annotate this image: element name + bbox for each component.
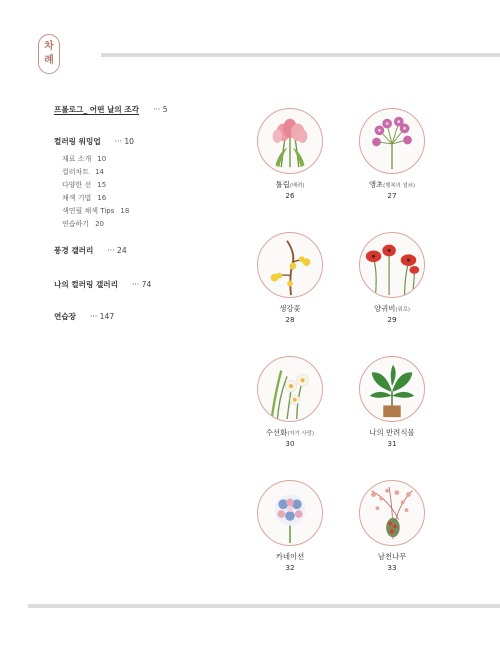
flower-page: 31 <box>387 439 397 448</box>
flower-page: 33 <box>387 563 397 572</box>
toc-subitem-page: 20 <box>95 220 104 228</box>
narcissus-illustration <box>257 356 323 422</box>
flower-primrose[interactable] <box>342 108 442 201</box>
flower-page: 27 <box>387 191 397 200</box>
flower-name: 카네이션 <box>275 552 305 561</box>
toc-subitem[interactable] <box>62 179 234 192</box>
toc-subitem-page: 10 <box>97 155 107 163</box>
toc-subitem-page: 16 <box>97 194 107 202</box>
flower-name: 수선화(자기 사랑) <box>265 428 315 437</box>
toc-warmup-page: ··· 10 <box>115 137 134 146</box>
spicebush-illustration <box>257 232 323 298</box>
top-divider <box>101 53 500 57</box>
toc-practice[interactable] <box>54 311 234 323</box>
toc-subitem-page: 14 <box>95 168 104 176</box>
flower-page: 32 <box>285 563 295 572</box>
toc-subitem-label: 컬러차트 <box>62 168 90 176</box>
badge-char-2: 례 <box>44 55 54 66</box>
carnation-illustration <box>257 480 323 546</box>
flower-narcissus[interactable] <box>240 356 340 449</box>
flower-page: 28 <box>285 315 295 324</box>
toc-subitem-label: 재료 소개 <box>62 155 92 163</box>
toc-warmup-list <box>62 153 234 231</box>
primrose-illustration <box>359 108 425 174</box>
flower-page: 26 <box>285 191 295 200</box>
tulip-illustration <box>257 108 323 174</box>
poppy-illustration <box>359 232 425 298</box>
toc-badge <box>38 34 60 74</box>
toc-subitem-page: 15 <box>97 181 107 189</box>
houseplant-illustration <box>359 356 425 422</box>
toc-subitem[interactable] <box>62 153 234 166</box>
flower-page: 29 <box>387 315 397 324</box>
flower-houseplant[interactable] <box>342 356 442 449</box>
toc-warmup-label: 컬러링 워밍업 <box>54 137 101 146</box>
toc-prologue[interactable] <box>54 104 234 116</box>
bottom-divider <box>28 604 500 608</box>
flower-name: 나의 반려식물 <box>369 428 415 437</box>
table-of-contents <box>54 104 234 323</box>
toc-practice-label: 연습장 <box>54 312 77 321</box>
flower-name: 남천나무 <box>377 552 407 561</box>
flower-page: 30 <box>285 439 295 448</box>
flower-tulip[interactable] <box>240 108 340 201</box>
toc-landscape-gallery[interactable] <box>54 245 234 257</box>
toc-practice-page: ··· 147 <box>90 312 114 321</box>
toc-subitem-label: 다양한 선 <box>62 181 92 189</box>
toc-gallery-label: 풍경 갤러리 <box>54 246 94 255</box>
toc-gallery-page: ··· 24 <box>107 246 126 255</box>
toc-subitem[interactable] <box>62 192 234 205</box>
flower-poppy[interactable] <box>342 232 442 325</box>
toc-subitem-page: 18 <box>120 207 130 215</box>
toc-subitem[interactable] <box>62 205 234 218</box>
flower-spicebush[interactable] <box>240 232 340 325</box>
toc-subitem[interactable] <box>62 218 234 231</box>
flower-carnation[interactable] <box>240 480 340 573</box>
toc-my-gallery[interactable] <box>54 279 234 291</box>
toc-prologue-label: 프롤로그_ 어떤 날의 조각 <box>54 105 140 114</box>
toc-subitem[interactable] <box>62 166 234 179</box>
toc-prologue-page: ··· 5 <box>153 105 168 114</box>
toc-subitem-label: 채색 기법 <box>62 194 92 202</box>
toc-subitem-label: 연습하기 <box>62 220 90 228</box>
nandina-illustration <box>359 480 425 546</box>
badge-char-1: 차 <box>44 41 54 52</box>
toc-subitem-label: 색연필 채색 Tips <box>62 207 115 215</box>
flower-name: 앵초(행복의 열쇠) <box>368 180 416 189</box>
flower-name: 생강꽃 <box>279 304 301 313</box>
toc-my-gallery-label: 나의 컬러링 갤러리 <box>54 280 118 289</box>
flower-name: 튤립(배려) <box>275 180 305 189</box>
toc-my-gallery-page: ··· 74 <box>132 280 151 289</box>
flower-nandina[interactable] <box>342 480 442 573</box>
flower-name: 양귀비(위로) <box>373 304 411 313</box>
toc-warmup[interactable] <box>54 136 234 148</box>
